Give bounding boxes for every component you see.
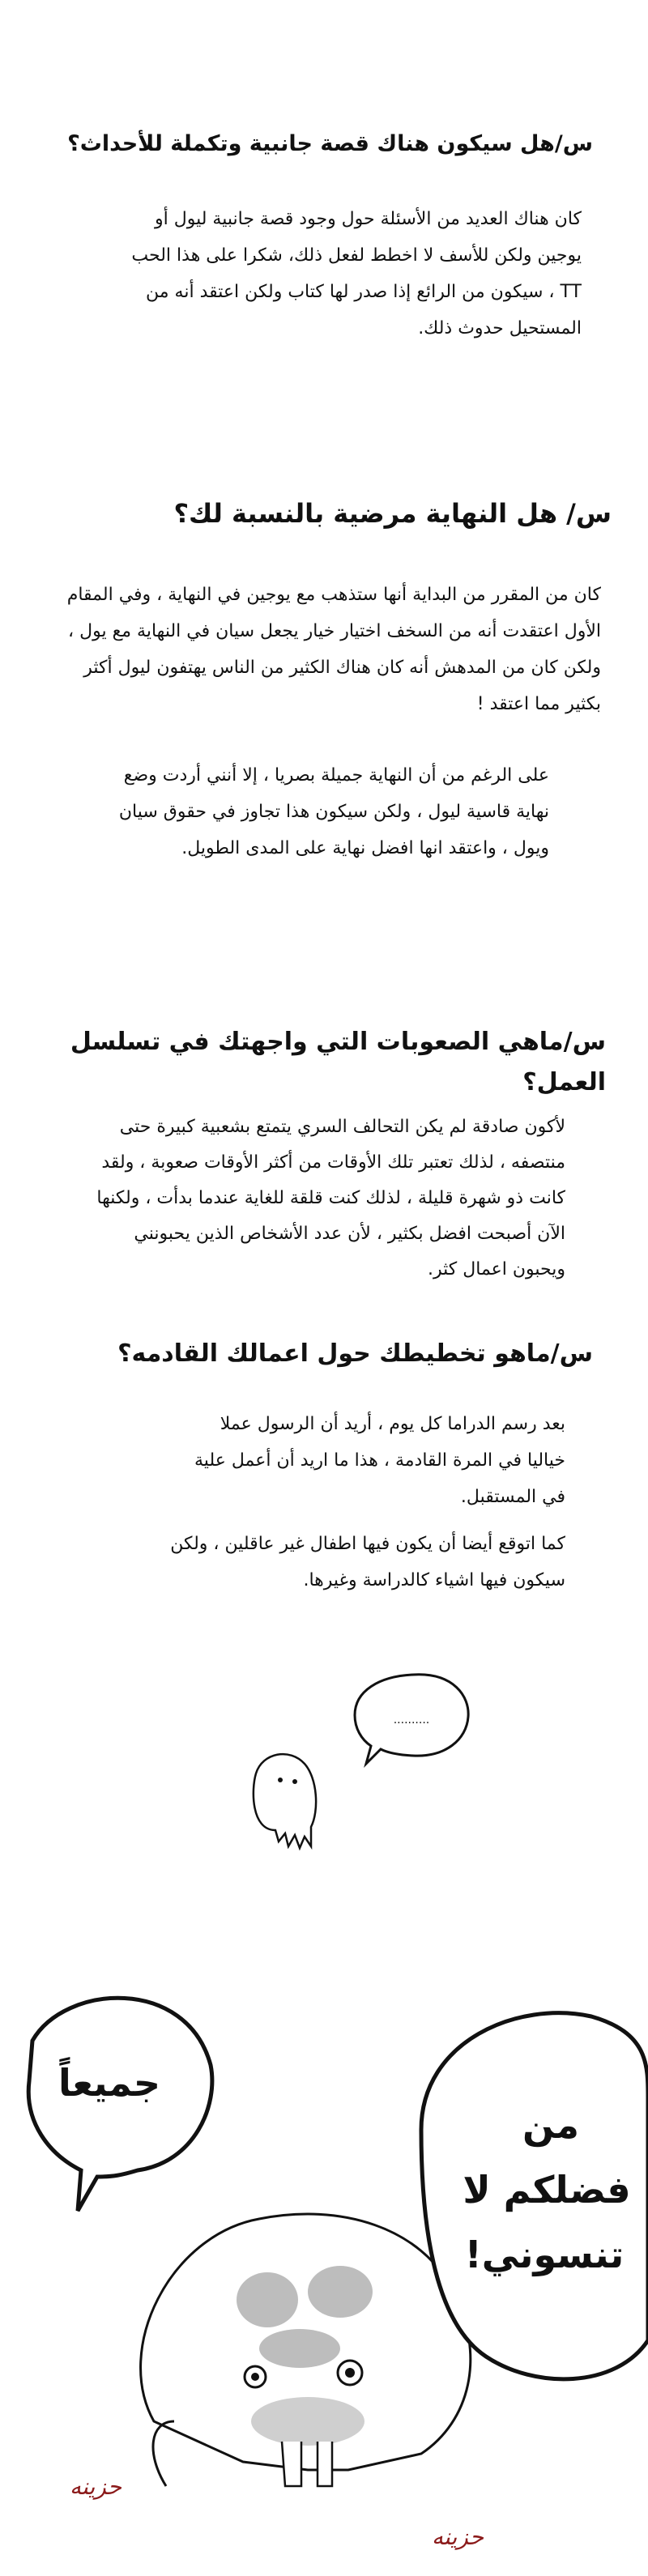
ghost-tooth-left bbox=[282, 2442, 301, 2486]
answer-paragraph-ending-1: كان من المقرر من البداية أنها ستذهب مع يوجين في النهاية ، وفي المقام الأول اعتقدت أنه من السخف اختيار خيار يجعل سيان في النهاية مع يول ، ولكن كان من المدهش أنه كان هناك الكثير من الناس يهتفون ليول أكثر بكثير مما اعتقد ! bbox=[66, 585, 601, 714]
thought-bubble-text: .......... bbox=[393, 1714, 430, 1727]
answer-paragraph-side-story: كان هناك العديد من الأسئلة حول وجود قصة جانبية ليول أو يوجين ولكن للأسف لا اخطط لفعل ذلك، شكرا على هذا الحب TT ، سيكون من الرائع إذا صدر لها كتاب ولكن اعتقد أنه من المستحيل حدوث ذلك. bbox=[131, 209, 582, 338]
ghost-pupil-left bbox=[251, 2373, 259, 2381]
right-bubble-line-3: تنسوني! bbox=[464, 2233, 625, 2276]
right-bubble-line-1: من bbox=[522, 2103, 579, 2147]
ghost-pupil-right bbox=[345, 2368, 355, 2378]
closing-comic-panel bbox=[0, 1968, 648, 2576]
question-heading-difficulties: س/ماهي الصعوبات التي واجهتك في تسلسل العمل؟ bbox=[70, 1028, 606, 1096]
left-bubble-text: جميعاً bbox=[58, 2061, 161, 2105]
ghost-tooth-right bbox=[318, 2442, 332, 2486]
artist-signature-left: حزينه bbox=[69, 2473, 122, 2500]
answer-paragraph-future-1: بعد رسم الدراما كل يوم ، أريد أن الرسول عملا خياليا في المرة القادمة ، هذا ما اريد أن أعمل علية في المستقبل. bbox=[194, 1414, 565, 1507]
ghost-mouth-shade-lower bbox=[251, 2397, 364, 2446]
artist-signature-bottom: حزينه bbox=[431, 2523, 484, 2550]
thinking-character-illustration bbox=[227, 1668, 494, 1879]
right-bubble-line-2: فضلكم لا bbox=[463, 2168, 631, 2212]
answer-paragraph-future-2: كما اتوقع أيضا أن يكون فيها اطفال غير عاقلين ، ولكن سيكون فيها اشياء كالدراسة وغيرها. bbox=[170, 1534, 565, 1590]
character-eye-right bbox=[292, 1779, 297, 1784]
character-eye-left bbox=[278, 1778, 283, 1782]
answer-paragraph-ending-2: على الرغم من أن النهاية جميلة بصريا ، إلا أنني أردت وضع نهاية قاسية ليول ، ولكن سيكون هذا تجاوز في حقوق سيان ويول ، واعتقد انها افضل نهاية على المدى الطويل. bbox=[118, 765, 549, 858]
answer-paragraph-difficulties: لأكون صادقة لم يكن التحالف السري يتمتع بشعبية كبيرة حتى منتصفه ، لذلك تعتبر تلك الأوقات من أكثر الأوقات صعوبة ، ولقد كانت ذو شهرة قليلة ، لذلك كنت قلقة للغاية عندما بدأت ، ولكنها الآن أصبحت افضل بكثير ، لأن عدد الأشخاص الذين يحبونني ويحبون اعمال كثر. bbox=[96, 1117, 565, 1279]
question-heading-ending: س/ هل النهاية مرضية بالنسبة لك؟ bbox=[173, 498, 612, 529]
question-heading-side-story: س/هل سيكون هناك قصة جانبية وتكملة للأحداث؟ bbox=[67, 131, 593, 156]
ghost-cheek-left bbox=[237, 2272, 298, 2327]
character-body bbox=[254, 1754, 316, 1848]
ghost-mouth-shade bbox=[259, 2329, 340, 2368]
ghost-arm-left bbox=[153, 2421, 174, 2486]
question-heading-future-works: س/ماهو تخطيطك حول اعمالك القادمه؟ bbox=[117, 1339, 593, 1368]
ghost-cheek-right bbox=[308, 2266, 373, 2318]
